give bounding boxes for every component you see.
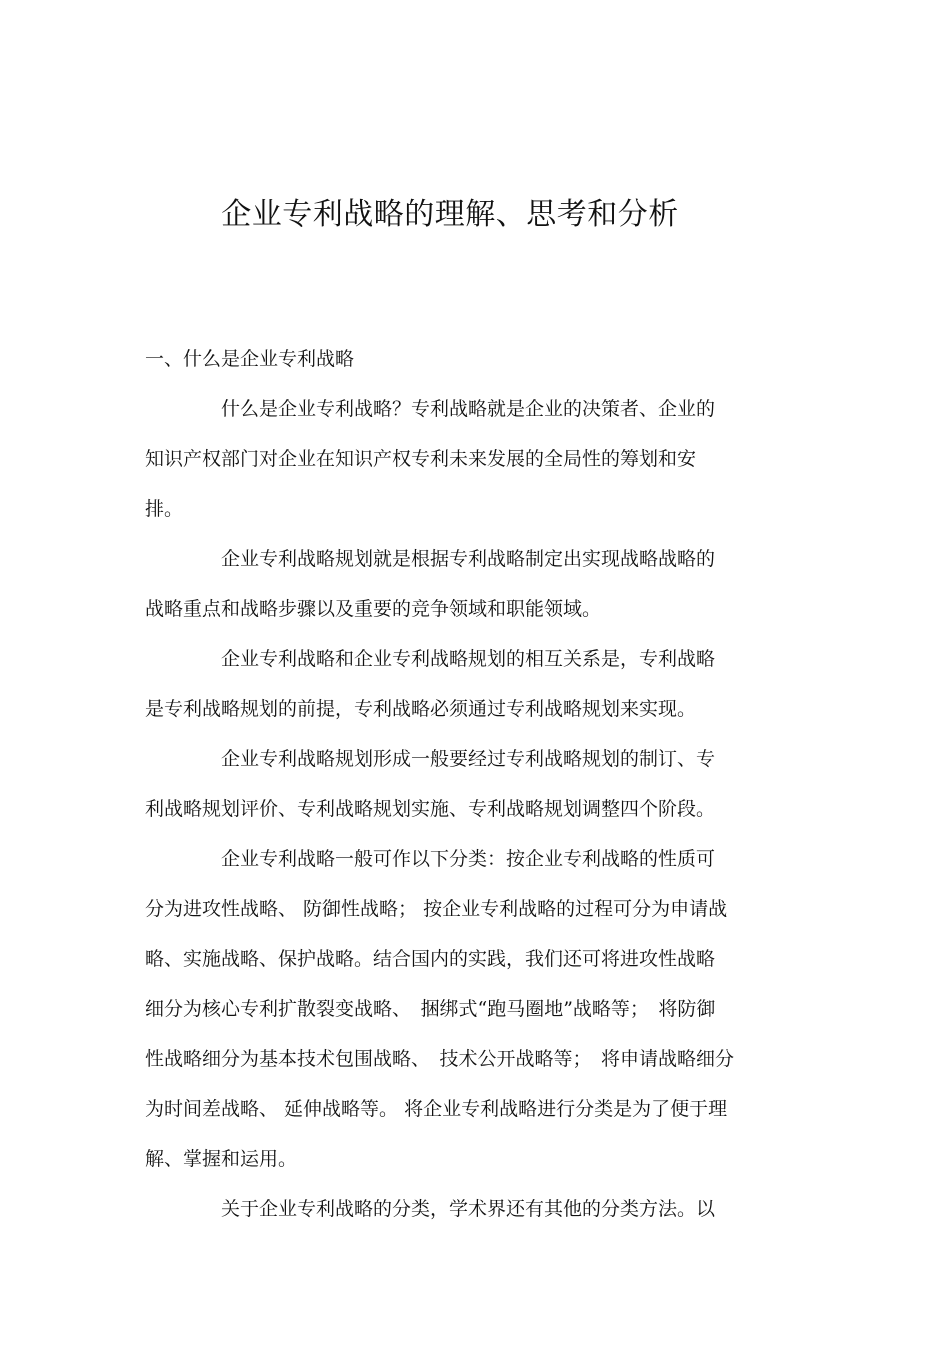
paragraph-line: 排。 [145, 498, 184, 520]
paragraph-line: 解、掌握和运用。 [145, 1148, 298, 1170]
paragraph-line: 性战略细分为基本技术包围战略、 技术公开战略等； 将申请战略细分 [145, 1048, 735, 1070]
paragraph-line: 为时间差战略、 延伸战略等。 将企业专利战略进行分类是为了便于理 [145, 1098, 728, 1120]
paragraph-line: 企业专利战略一般可作以下分类：按企业专利战略的性质可 [221, 848, 716, 870]
paragraph-line: 细分为核心专利扩散裂变战略、 捆绑式“跑马圈地”战略等； 将防御 [145, 998, 716, 1020]
paragraph-line: 知识产权部门对企业在知识产权专利未来发展的全局性的筹划和安 [145, 448, 697, 470]
paragraph-line: 分为进攻性战略、 防御性战略； 按企业专利战略的过程可分为申请战 [145, 898, 728, 920]
paragraph-line: 企业专利战略和企业专利战略规划的相互关系是，专利战略 [221, 648, 716, 670]
paragraph-line: 企业专利战略规划就是根据专利战略制定出实现战略战略的 [221, 548, 716, 570]
section-heading: 一、什么是企业专利战略 [145, 348, 355, 370]
paragraph-line: 是专利战略规划的前提，专利战略必须通过专利战略规划来实现。 [145, 698, 697, 720]
document-title: 企业专利战略的理解、思考和分析 [221, 197, 679, 232]
paragraph-line: 企业专利战略规划形成一般要经过专利战略规划的制订、专 [221, 748, 716, 770]
paragraph-line: 关于企业专利战略的分类，学术界还有其他的分类方法。以 [221, 1198, 716, 1220]
paragraph-line: 利战略规划评价、专利战略规划实施、专利战略规划调整四个阶段。 [145, 798, 716, 820]
paragraph-line: 略、实施战略、保护战略。结合国内的实践，我们还可将进攻性战略 [145, 948, 716, 970]
paragraph-line: 什么是企业专利战略？专利战略就是企业的决策者、企业的 [221, 398, 716, 420]
paragraph-line: 战略重点和战略步骤以及重要的竞争领域和职能领域。 [145, 598, 602, 620]
